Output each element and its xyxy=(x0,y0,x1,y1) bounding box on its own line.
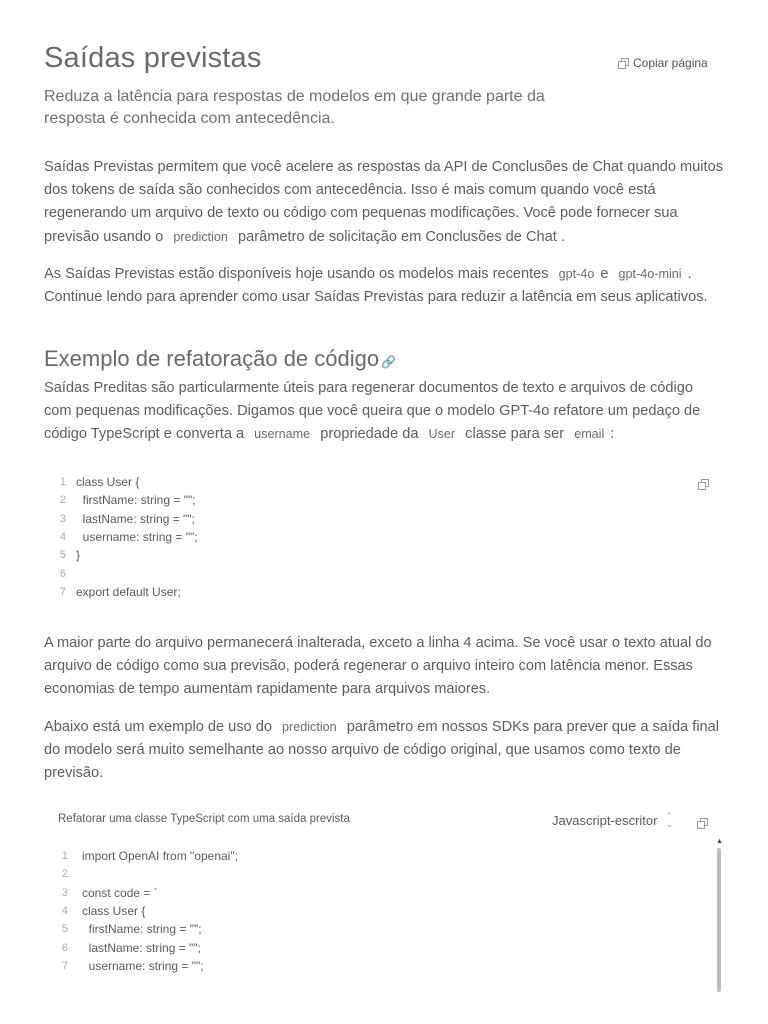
code-line xyxy=(58,865,238,883)
copy-icon xyxy=(618,58,628,68)
gpt-4o-code: gpt-4o xyxy=(558,267,595,281)
copy-icon xyxy=(698,479,708,489)
code-text: lastName: string = ""; xyxy=(76,511,195,526)
section-heading-text: Exemplo de refatoração de código xyxy=(44,346,380,371)
line-number: 3 xyxy=(61,886,68,899)
section-p-mid2: classe para ser xyxy=(465,426,565,443)
line-number: 3 xyxy=(59,512,66,525)
line-number: 1 xyxy=(61,850,68,863)
section-p-mid1: propriedade da xyxy=(320,426,419,443)
copy-code-button[interactable] xyxy=(698,476,708,494)
line-number: 1 xyxy=(59,476,66,489)
code-line xyxy=(56,546,198,564)
section-heading xyxy=(44,346,396,372)
line-number: 7 xyxy=(61,959,68,972)
intro-p2-text: As Saídas Previstas estão disponíveis hoje usando os modelos mais recentes xyxy=(44,266,549,282)
code-block-1 xyxy=(56,473,198,601)
line-number: 6 xyxy=(59,567,66,580)
email-code: email xyxy=(574,427,605,442)
intro-p2-and: e xyxy=(600,266,609,282)
link-icon[interactable]: 🔗 xyxy=(381,355,397,369)
copy-page-label: Copiar página xyxy=(633,56,708,70)
code-text: const code = ` xyxy=(82,885,158,900)
intro-paragraph-2 xyxy=(44,263,724,309)
line-number: 2 xyxy=(59,494,66,507)
prediction-code: prediction xyxy=(282,720,337,734)
username-code: username xyxy=(254,427,311,442)
code-text: import OpenAI from "openai"; xyxy=(82,849,238,864)
code-line xyxy=(58,847,238,865)
code-line xyxy=(58,920,238,938)
code-text: firstName: string = ""; xyxy=(82,922,202,937)
section-p-end: : xyxy=(610,426,615,443)
line-number: 7 xyxy=(59,585,66,598)
code-text: firstName: string = ""; xyxy=(76,493,196,508)
after-code-paragraph-1: A maior parte do arquivo permanecerá inalterada, exceto a linha 4 acima. Se você usar o texto atual do arquivo de código como sua previsão, poderá regenerar o arquivo inteiro com latência menor. Essas economias de tempo aumentam rapidamente para arquivos maiores. xyxy=(44,635,712,698)
line-number: 4 xyxy=(61,905,68,918)
code-text: export default User; xyxy=(76,584,181,599)
language-select-value: Javascript-escritor xyxy=(552,812,658,828)
code-example-caption: Refatorar uma classe TypeScript com uma saída prevista xyxy=(58,813,350,825)
code-line xyxy=(56,583,198,601)
line-number: 6 xyxy=(61,941,68,954)
intro-p2-text-end: . Continue lendo para aprender como usar Saídas Previstas para reduzir a latência em seus aplicativos. xyxy=(44,266,708,306)
scroll-thumb[interactable] xyxy=(717,848,721,992)
after-p2-text-end: parâmetro em nossos SDKs para prever que a saída final do modelo será muito semelhante ao nosso arquivo de código original, que usamos como texto de previsão. xyxy=(44,719,720,782)
code-line xyxy=(58,938,238,956)
code-text: lastName: string = ""; xyxy=(82,940,201,955)
code-text: username: string = ""; xyxy=(76,530,198,545)
page-title: Saídas previstas xyxy=(44,42,262,74)
code-text: class User { xyxy=(76,475,140,490)
copy-icon xyxy=(697,818,707,828)
page-subtitle: Reduza a latência para respostas de modelos em que grande parte da resposta é conhecida com antecedência. xyxy=(44,88,545,127)
code-line xyxy=(56,510,198,528)
code-line xyxy=(56,473,198,491)
intro-p1-text: Saídas Previstas permitem que você acelere as respostas da API de Conclusões de Chat quando muitos dos tokens de saída são conhecidos com antecedência. Isso é mais comum quando você está regenerando um arquivo de texto ou código com pequenas modificações. Você pode fornecer sua previsão usando o xyxy=(44,159,723,245)
code-line xyxy=(56,528,198,546)
line-number: 5 xyxy=(61,923,68,936)
intro-p1-text-end: parâmetro de solicitação em Conclusões de Chat . xyxy=(238,228,565,245)
gpt-4o-mini-code: gpt-4o-mini xyxy=(618,267,682,281)
code-text: class User { xyxy=(82,904,146,919)
code-block-2 xyxy=(58,847,238,975)
section-p-text: Saídas Preditas são particularmente úteis para regenerar documentos de texto e arquivos de código com pequenas modificações. Digamos que você queira que o modelo GPT-4o refatore um pedaço de código TypeScript e converta a xyxy=(44,380,701,443)
line-number: 5 xyxy=(59,549,66,562)
prediction-code: prediction xyxy=(173,229,228,244)
copy-code-button[interactable] xyxy=(697,815,707,833)
copy-page-button[interactable] xyxy=(618,56,708,70)
language-select[interactable] xyxy=(552,812,673,828)
section-paragraph xyxy=(44,377,724,447)
chevron-up-down-icon: ⌃ ⌄ xyxy=(665,811,674,829)
user-code: User xyxy=(428,427,456,442)
code-scrollbar[interactable] xyxy=(716,838,722,992)
after-code-paragraph-2 xyxy=(44,716,724,786)
intro-paragraph-1 xyxy=(44,156,724,249)
code-line xyxy=(56,564,198,582)
code-line xyxy=(58,902,238,920)
after-p2-text: Abaixo está um exemplo de uso do xyxy=(44,719,272,735)
code-line xyxy=(58,957,238,975)
code-text: username: string = ""; xyxy=(82,958,204,973)
line-number: 2 xyxy=(61,868,68,881)
code-line xyxy=(58,884,238,902)
code-line xyxy=(56,491,198,509)
code-text: } xyxy=(76,548,81,563)
scroll-up-arrow-icon[interactable]: ▲ xyxy=(716,838,723,845)
line-number: 4 xyxy=(59,531,66,544)
